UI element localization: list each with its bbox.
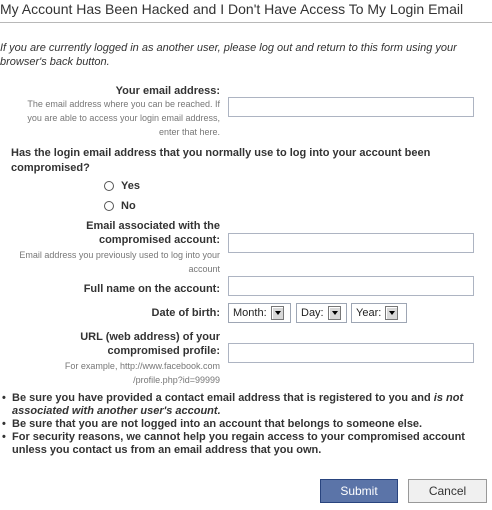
compromised-email-field[interactable] (228, 233, 474, 253)
bullet: • (2, 418, 6, 430)
note-1-emphasis: is not associated with another user's account. (12, 392, 464, 417)
day-select[interactable] (296, 303, 347, 323)
list-item (2, 418, 488, 431)
profile-url-field[interactable] (228, 343, 474, 363)
radio-no[interactable] (104, 198, 136, 214)
radio-yes[interactable] (104, 178, 140, 194)
intro-text: If you are currently logged in as another user, please log out and return to this form using your browser's back button. (0, 42, 457, 68)
list-item (2, 431, 488, 457)
year-select[interactable] (351, 303, 407, 323)
profile-url-label: URL (web address) of your compromised profile: (80, 331, 220, 357)
month-select-label: Month: (233, 307, 267, 319)
email-field[interactable] (228, 97, 474, 117)
radio-button-yes[interactable] (104, 181, 114, 191)
full-name-label: Full name on the account: (83, 283, 220, 295)
note-2-text: Be sure that you are not logged into an account that belongs to someone else. (12, 418, 423, 430)
year-select-label: Year: (356, 307, 382, 319)
profile-url-help: For example, http://www.facebook.com /profile.php?id=99999 (64, 361, 220, 385)
radio-yes-label: Yes (121, 180, 140, 192)
compromised-question: Has the login email address that you normally use to log into your account been compromised? (11, 147, 431, 174)
submit-button[interactable]: Submit (320, 479, 398, 503)
compromised-email-label: Email associated with the compromised account: (86, 220, 220, 246)
dob-label: Date of birth: (151, 307, 220, 319)
chevron-down-icon[interactable] (271, 306, 284, 320)
chevron-down-icon[interactable] (385, 306, 398, 320)
chevron-down-icon[interactable] (328, 306, 341, 320)
radio-no-label: No (121, 200, 136, 212)
full-name-field[interactable] (228, 276, 474, 296)
list-item (2, 392, 488, 418)
notes-list (2, 392, 488, 457)
compromised-email-help: Email address you previously used to log into your account (19, 250, 220, 274)
bullet: • (2, 431, 6, 443)
note-3-text: For security reasons, we cannot help you regain access to your compromised account unless you contact us from an email address that you own. (12, 431, 465, 456)
page-title: My Account Has Been Hacked and I Don't Have Access To My Login Email (0, 1, 492, 23)
email-label: Your email address: (115, 85, 220, 97)
email-help: The email address where you can be reached. If you are able to access your login email address, enter that here. (27, 99, 220, 137)
bullet: • (2, 392, 6, 404)
day-select-label: Day: (301, 307, 324, 319)
month-select[interactable] (228, 303, 291, 323)
radio-button-no[interactable] (104, 201, 114, 211)
cancel-button[interactable]: Cancel (408, 479, 487, 503)
note-1-text: Be sure you have provided a contact email address that is registered to you and (12, 392, 434, 404)
